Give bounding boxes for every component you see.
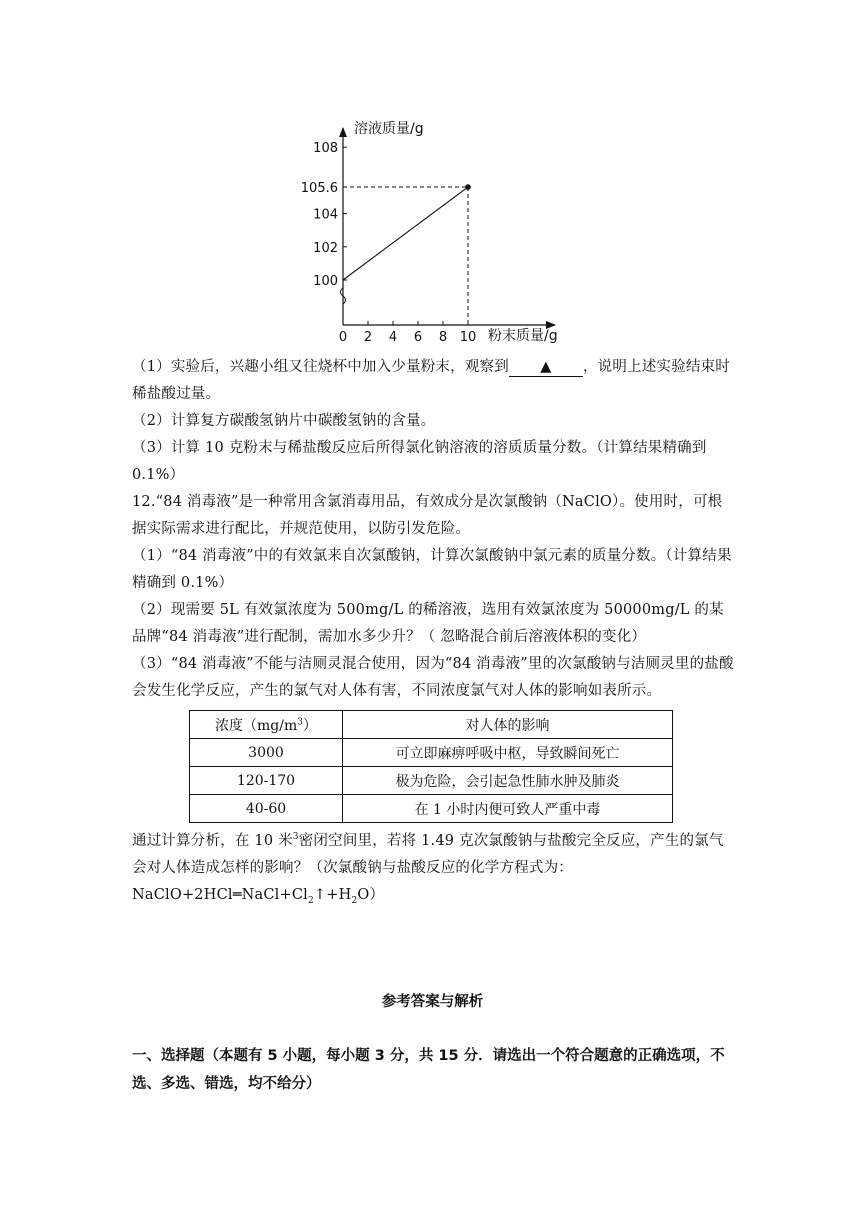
table-row (190, 795, 673, 823)
y-axis-label: 溶液质量/g (354, 121, 424, 137)
q11-part1-text-a: （1）实验后，兴趣小组又往烧杯中加入少量粉末，观察到 (132, 359, 509, 375)
x-tick-label: 6 (413, 330, 423, 345)
q11-part3: （3）计算 10 克粉末与稀盐酸反应后所得氯化钠溶液的溶质质量分数。（计算结果精确到 0.1%） (132, 440, 707, 483)
table-header-concentration: 浓度$(mg/m^3)$ (190, 711, 343, 739)
x-tick-label: 8 (438, 330, 448, 345)
q12-analysis: 通过计算分析，在 10 米$^3$密闭空间里，若将 1.49 克次氯酸钠与盐酸完全反应，产生的氯气会对人体造成怎样的影响？（次氯酸钠与盐酸反应的化学方程式为：$NaClO+2HCl═NaCl+Cl_2↑+H_2O$） (132, 832, 724, 906)
table-cell-effect: 可立即麻痹呼吸中枢，导致瞬间死亡 (343, 739, 673, 767)
q12-intro: 12.“84 消毒液”是一种常用含氯消毒用品，有效成分是次氯酸钠（NaClO）。使用时，可根据实际需求进行配比，并规范使用，以防引发危险。 (132, 494, 723, 537)
y-tick-label: 102 (313, 240, 338, 256)
y-tick-label: 100 (313, 274, 338, 289)
table-cell-effect: 极为危险，会引起急性肺水肿及肺炎 (343, 767, 673, 795)
table-cell-concentration: 3000 (190, 739, 343, 767)
x-axis-label: 粉末质量/g (488, 328, 558, 344)
solution-mass-chart (300, 112, 600, 350)
x-tick-label: 0 (338, 330, 348, 345)
table-cell-concentration: 40-60 (190, 795, 343, 823)
table-header-row (190, 711, 673, 739)
table-row (190, 767, 673, 795)
answers-section-1-heading: 一、选择题（本题有 5 小题，每小题 3 分，共 15 分．请选出一个符合题意的正确选项，不选、多选、错选，均不给分） (132, 1048, 725, 1092)
q11-part1-text-b: ，说明上述实验结束时稀盐酸过量。 (132, 359, 730, 402)
y-tick-label: 108 (313, 141, 338, 157)
y-tick-label: 105.6 (300, 181, 338, 197)
chlorine-effect-table (189, 710, 673, 823)
x-tick-label: 10 (459, 330, 477, 345)
x-tick-label: 4 (388, 330, 398, 345)
answers-title: 参考答案与解析 (381, 994, 484, 1010)
chart-svg (300, 112, 600, 350)
endpoint-dot (465, 184, 471, 190)
y-tick-label: 104 (313, 207, 338, 223)
table-cell-concentration: 120-170 (190, 767, 343, 795)
q12-part1: （1）“84 消毒液”中的有效氯来自次氯酸钠，计算次氯酸钠中氯元素的质量分数。（计算结果精确到 0.1%） (132, 548, 732, 591)
answer-blank: ▲ (509, 358, 583, 377)
q12-part3: （3）“84 消毒液”不能与洁厕灵混合使用，因为“84 消毒液”里的次氯酸钠与洁厕灵里的盐酸会发生化学反应，产生的氯气对人体有害，不同浓度氯气对人体的影响如表所示。 (132, 656, 734, 699)
table-header-effect: 对人体的影响 (343, 711, 673, 739)
q11-part1 (132, 354, 737, 408)
q12-part2: （2）现需要 5L 有效氯浓度为 500mg/L 的稀溶液，选用有效氯浓度为 50000mg/L 的某品牌“84 消毒液”进行配制，需加水多少升？（ 忽略混合前后溶液体积的变化） (132, 602, 724, 645)
table-row (190, 739, 673, 767)
q11-part2: （2）计算复方碳酸氢钠片中碳酸氢钠的含量。 (132, 413, 436, 429)
table-cell-effect: 在 1 小时内便可致人严重中毒 (343, 795, 673, 823)
x-tick-label: 2 (363, 330, 373, 345)
series-line (343, 187, 468, 280)
